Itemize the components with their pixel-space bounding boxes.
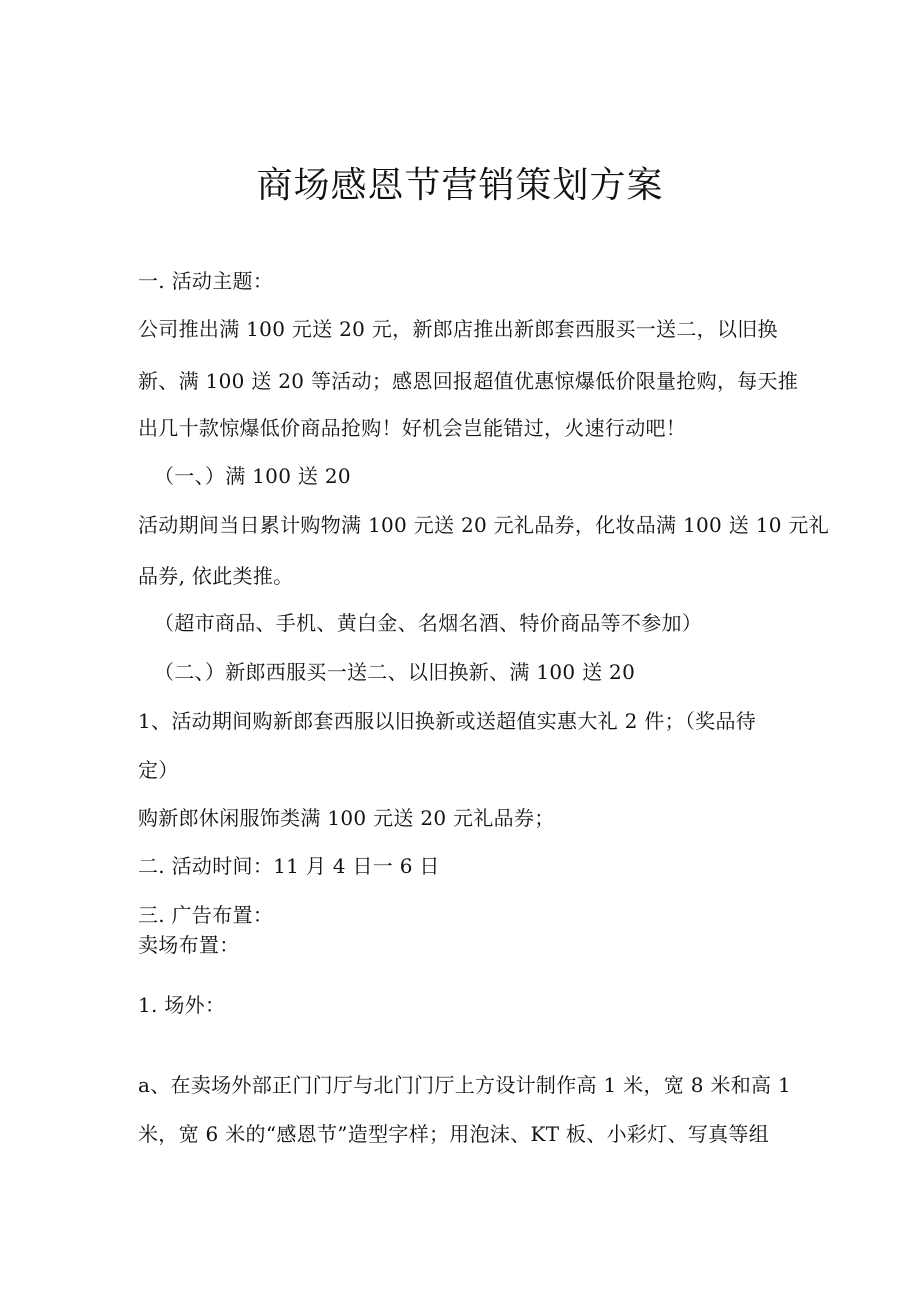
- section-heading-time: 二. 活动时间：11 月 4 日一 6 日: [138, 854, 440, 878]
- paragraph-line: 1、活动期间购新郎套西服以旧换新或送超值实惠大礼 2 件；（奖品待: [138, 709, 757, 733]
- paragraph-line: 购新郎休闲服饰类满 100 元送 20 元礼品券；: [138, 806, 555, 830]
- section-heading-theme: 一. 活动主题：: [138, 269, 274, 293]
- paragraph-line: 新、满 100 送 20 等活动；感恩回报超值优惠惊爆低价限量抢购，每天推: [138, 369, 799, 393]
- paragraph-line: 活动期间当日累计购物满 100 元送 20 元礼品券，化妆品满 100 送 10 元礼: [138, 513, 830, 537]
- paragraph-line: 米，宽 6 米的“感恩节”造型字样；用泡沫、KT 板、小彩灯、写真等组: [138, 1122, 770, 1146]
- paragraph-line: 定）: [138, 758, 179, 782]
- subheading-line: （一、）满 100 送 20: [154, 464, 351, 488]
- paragraph-line: 品券, 依此类推。: [138, 564, 294, 588]
- document-title: 商场感恩节营销策划方案: [256, 165, 664, 206]
- subheading-line: 1. 场外：: [138, 993, 226, 1017]
- note-line: （超市商品、手机、黄白金、名烟名酒、特价商品等不参加）: [154, 611, 703, 635]
- subheading-line: （二、）新郎西服买一送二、以旧换新、满 100 送 20: [154, 660, 636, 684]
- section-heading-ads: 三. 广告布置：: [138, 903, 274, 927]
- paragraph-line: a、在卖场外部正门门厅与北门门厅上方设计制作高 1 米，宽 8 米和高 1: [138, 1073, 791, 1097]
- paragraph-line: 公司推出满 100 元送 20 元，新郎店推出新郎套西服买一送二，以旧换: [138, 317, 778, 341]
- subheading-line: 卖场布置：: [138, 933, 240, 957]
- paragraph-line: 出几十款惊爆低价商品抢购！好机会岂能错过，火速行动吧！: [138, 416, 687, 440]
